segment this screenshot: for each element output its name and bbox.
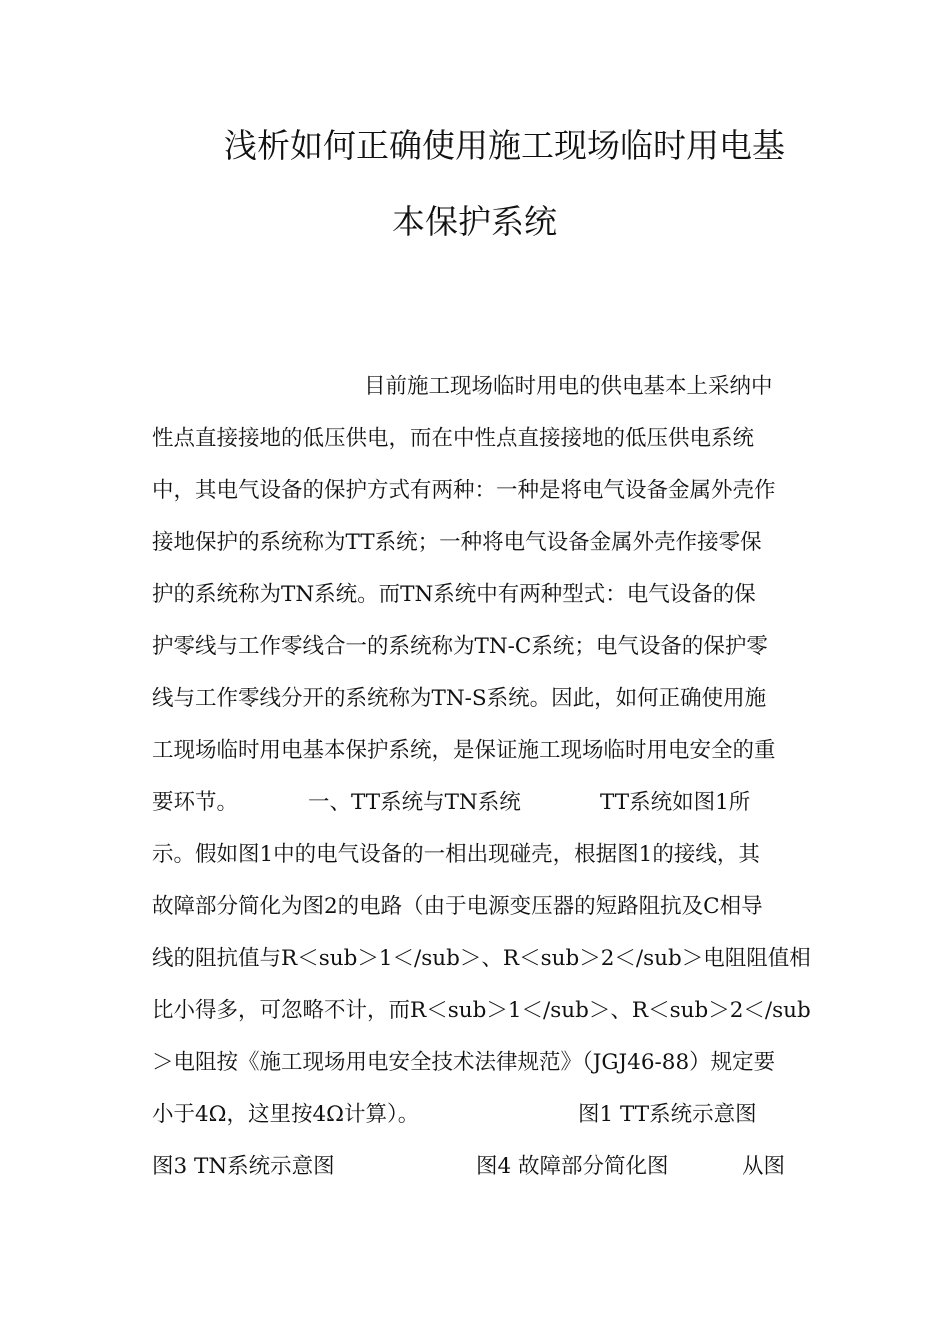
paragraph-line-15-text: 小于4Ω，这里按4Ω计算）。	[152, 1102, 420, 1127]
paragraph-line-5: 护的系统称为TN系统。而TN系统中有两种型式：电气设备的保	[152, 582, 756, 607]
paragraph-line-9	[152, 788, 812, 818]
paragraph-line-16-continued: 从图	[742, 1154, 786, 1179]
document-title-line-2: 本保护系统	[392, 202, 557, 241]
paragraph-line-9-text: 要环节。	[152, 790, 239, 815]
paragraph-line-14: ＞电阻按《施工现场用电安全技术法律规范》（JGJ46-88）规定要	[152, 1050, 776, 1075]
figure-1-caption: 图1 TT系统示意图	[578, 1102, 757, 1127]
paragraph-line-11: 故障部分简化为图2的电路（由于电源变压器的短路阻抗及C相导	[152, 894, 763, 919]
paragraph-line-7: 线与工作零线分开的系统称为TN-S系统。因此，如何正确使用施	[152, 686, 767, 711]
figure-3-caption: 图3 TN系统示意图	[152, 1154, 335, 1179]
paragraph-line-12: 线的阻抗值与R＜sub＞1＜/sub＞、R＜sub＞2＜/sub＞电阻阻值相	[152, 946, 811, 971]
paragraph-line-10: 示。假如图1中的电气设备的一相出现碰壳，根据图1的接线，其	[152, 842, 760, 867]
paragraph-line-3: 中，其电气设备的保护方式有两种：一种是将电气设备金属外壳作	[152, 478, 776, 503]
paragraph-line-13: 比小得多，可忽略不计，而R＜sub＞1＜/sub＞、R＜sub＞2＜/sub	[152, 998, 811, 1023]
paragraph-line-15	[152, 1100, 812, 1130]
paragraph-line-6: 护零线与工作零线合一的系统称为TN-C系统；电气设备的保护零	[152, 634, 768, 659]
paragraph-line-16	[152, 1152, 812, 1182]
paragraph-line-1: 目前施工现场临时用电的供电基本上采纳中	[364, 374, 773, 399]
paragraph-line-4: 接地保护的系统称为TT系统；一种将电气设备金属外壳作接零保	[152, 530, 762, 555]
paragraph-line-9-continued: TT系统如图1所	[600, 790, 751, 815]
section-heading-tt-tn: 一、TT系统与TN系统	[308, 790, 521, 815]
paragraph-line-2: 性点直接接地的低压供电，而在中性点直接接地的低压供电系统	[152, 426, 755, 451]
paragraph-line-8: 工现场临时用电基本保护系统，是保证施工现场临时用电安全的重	[152, 738, 776, 763]
document-title-line-1: 浅析如何正确使用施工现场临时用电基	[224, 126, 785, 165]
figure-4-caption: 图4 故障部分简化图	[476, 1154, 669, 1179]
